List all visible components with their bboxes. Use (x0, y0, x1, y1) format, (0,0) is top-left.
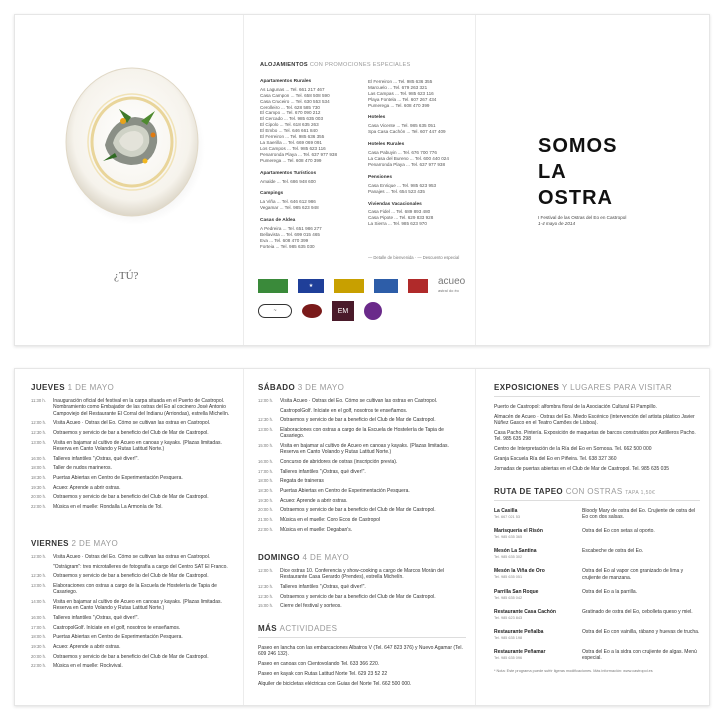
lodging-entry: Cerolleiro ... Tel. 628 585 730 (260, 104, 320, 110)
friday-section (31, 539, 237, 673)
event-text: Puertas Abiertas en Centro de Experimentación Pesquera. (280, 488, 410, 495)
festival-subtitle (538, 215, 626, 227)
tapas-divider (494, 500, 700, 501)
tapa-venue-phone: Tel. 985 635 365 (494, 535, 523, 540)
event-row (258, 427, 466, 440)
tapa-venue-name: Restaurante Peñamar (494, 648, 546, 655)
lodging-category: Apartamentos Rurales (260, 78, 312, 84)
lodging-entry: La Viña ... Tel. 646 612 986 (260, 199, 316, 205)
event-row (258, 478, 466, 484)
event-row (31, 475, 237, 481)
lodging-entry: Casa Cruceiro ... Tel. 630 553 534 (260, 98, 330, 104)
lodging-entry: Casa Enrique ... Tel. 985 623 953 (368, 182, 437, 188)
thursday-section (31, 383, 237, 514)
event-row (258, 459, 466, 465)
event-time: 22:00 h. (31, 663, 47, 669)
event-time: 14:00 h. (31, 599, 47, 605)
event-text: Ostraemos y servicio de bar a beneficio del Club de Mar de Castropol. (53, 573, 209, 580)
sponsor-logos (258, 277, 466, 321)
event-time: 18:30 h. (258, 488, 274, 494)
event-text: "Ostrágram": tres microtalleres de fotografía a cargo del Centro SAT El Franco. (53, 563, 228, 570)
event-row (31, 615, 237, 621)
event-text: Concurso de abridores de ostras (inscripción previa). (280, 459, 398, 466)
activity-item: Paseo en kayak con Rutas Latitud Norte Tel. 629 23 52 22 (258, 671, 388, 678)
lodging-category: Viviendas Vacacionales (368, 201, 422, 207)
tapa-venue-name: La Casilla (494, 508, 518, 514)
event-text: Dice ostras 10. Conferencia y show-cooking a cargo de Marcos Morán del Restaurante Casa Gerardo (Prendes), estrella Michelín. (280, 568, 444, 581)
event-text: Acueo: Aprende a abrir ostras. (53, 484, 121, 491)
tapa-venue-phone: Tel. 985 635 198 (494, 635, 523, 640)
tapa-description: Escabeche de ostra del Eo. (582, 548, 644, 555)
seal-logo (302, 304, 322, 318)
lodging-entry: Forteia ... Tel. 985 635 030 (260, 243, 315, 249)
tapas-footnote: * Nota: Este programa puede sufrir ligeras modificaciones. Más información: www.castropol.es (494, 669, 653, 674)
tapa-row (494, 629, 700, 641)
exhibition-item: Centro de Interpretación de la Ría del Eo en Sornosa. Tel. 662 500 000 (494, 446, 652, 453)
lodging-entry: Penarronda Playa ... Tel. 637 977 938 (368, 161, 446, 167)
lodging-entry: Panajes ... Tel. 654 523 435 (368, 188, 425, 194)
event-row (31, 663, 237, 669)
tapa-venue-name: Parrilla San Roque (494, 588, 539, 595)
tapa-venue (494, 609, 574, 621)
event-row (258, 584, 466, 590)
cover-panel (15, 15, 243, 345)
exhibition-item: Jornadas de puertas abiertas en el Club de Mar de Castropol. Tel. 985 635 035 (494, 466, 670, 473)
acueo-logo-sub: astral do éo (438, 288, 459, 293)
exhibition-item: Casa Pacho. Pintería. Exposición de maquetas de barcos construidos por Astilleros Pacho. Tel. 985 635 298 (494, 430, 696, 443)
visits-panel (475, 369, 710, 705)
friday-day: VIERNES (31, 539, 69, 548)
tapas-title-accent: CON OSTRAS (565, 487, 623, 496)
brochure-inside (14, 368, 710, 706)
tapas-price: TAPA 1,50€ (625, 490, 656, 496)
sunday-date: 4 DE MAYO (302, 553, 350, 562)
lodging-entry: El Cercado ... Tel. 985 635 003 (260, 116, 323, 122)
event-row (31, 398, 237, 417)
tapas-section (494, 487, 700, 673)
activity-item: Paseo en lancha con las embarcaciones Albatros V (Tel. 647 823 376) y Nuevo Agamar (Tel. 609 246 132). (258, 645, 463, 658)
program-panel-2 (243, 369, 475, 705)
tapas-title: RUTA DE TAPEO (494, 487, 564, 496)
event-row (258, 498, 466, 504)
exhibitions-list (494, 404, 700, 472)
event-time: 17:00 h. (31, 624, 47, 630)
tapa-row (494, 548, 700, 560)
lodging-entry: Vegamar ... Tel. 985 623 948 (260, 205, 319, 211)
event-row (31, 625, 237, 631)
event-time: 22:00 h. (258, 526, 274, 532)
event-row (31, 430, 237, 436)
event-time: 20:00 h. (258, 507, 274, 513)
tapa-venue-phone: Tel. 985 635 051 (494, 575, 523, 580)
tapa-row (494, 589, 700, 601)
exhibition-item: Almacén de Acueo · Ostras del Eo. Miedo Escénico (intervención del artista plástico Javier Núñez Gasco en el Teatro Camões de Lisboa). (494, 413, 695, 427)
lodging-entry: La Saerilla ... Tel. 669 069 091 (260, 139, 322, 145)
event-text: Puertas Abiertas en Centro de Experimentación Pesquera. (53, 634, 183, 641)
event-time: 12:30 h. (31, 573, 47, 579)
event-row (258, 488, 466, 494)
coat-of-arms-logo (408, 279, 428, 293)
event-time: 16:00 h. (31, 615, 47, 621)
em-logo: EM (332, 301, 354, 321)
acueo-logo (438, 277, 465, 295)
event-time: 12:30 h. (258, 583, 274, 589)
tapa-description: Gratinado de ostra del Eo, cebolleta queso y miel. (582, 608, 693, 615)
brochure-outside (14, 14, 710, 346)
event-text: Talleres infantiles "¡Ostras, qué diver!". (53, 455, 139, 462)
lodging-entry: El Campo ... Tel. 670 090 212 (260, 110, 321, 116)
saturday-heading (258, 383, 466, 392)
event-row (31, 583, 237, 596)
event-text: Puertas Abiertas en Centro de Experimentación Pesquera. (53, 475, 183, 482)
tapa-row (494, 528, 700, 540)
sponsor-logo-green (258, 279, 288, 293)
event-text: Visita en bajamar al cultivo de Acueo en canoas y kayaks. (Plazas limitadas. Reserva en Canto Volando y Rutas Latitud Norte.) (53, 439, 222, 452)
event-time: 17:00 h. (258, 468, 274, 474)
tapa-venue-phone: Tel. 985 635 096 (494, 655, 523, 660)
event-time: 19:30 h. (31, 484, 47, 490)
event-text: Inauguración oficial del festival en la carpa situada en el Puerto de Castropol. Nombramiento como Embajador de las ostras del Eo al cocinero José Antonio Campoviejo del Restaurante El Corral del Indianu (Arriondas), estrella Michelín. (53, 398, 230, 417)
tapa-row (494, 508, 700, 520)
title-panel (475, 15, 710, 345)
event-time: 18:00 h. (258, 478, 274, 484)
sunday-day: DOMINGO (258, 553, 300, 562)
lodging-entry: El Ferreiron ... Tel. 985 636 355 (260, 134, 325, 140)
tapa-venue-phone: Tel. 667 021 53 (494, 515, 520, 519)
program-panel-1 (15, 369, 243, 705)
event-time: 18:30 h. (31, 475, 47, 481)
friday-heading (31, 539, 237, 548)
event-time: 20:00 h. (31, 494, 47, 500)
tapa-description: Ostra del Eo al vapor con granizado de lima y crujiente de manzana. (582, 568, 684, 581)
lodging-entry: Los Campos ... Tel. 985 623 116 (260, 145, 326, 151)
lodging-list (260, 63, 466, 250)
event-time: 15:00 h. (258, 603, 274, 609)
event-time: 12:00 h. (258, 568, 274, 573)
festival-title (538, 133, 617, 211)
signature-logo: ~ (258, 304, 292, 318)
event-row (31, 485, 237, 491)
tapa-description: Ostra del Eo a la parrilla. (582, 588, 638, 595)
saturday-events (258, 398, 466, 533)
exhibition-item: Granja Escuela Ría del Eo en Piñeira. Tel. 638 327 360 (494, 456, 617, 463)
activities-title-accent: ACTIVIDADES (279, 624, 338, 633)
activity-item: Alquiler de bicicletas eléctricas con Guias del Norte Tel. 662 500 000. (258, 680, 412, 687)
event-text: Visita en bajamar al cultivo de Acueo en canoas y kayaks. (Plazas limitadas. Reserva en Canto Volando y Rutas Latitud Norte.) (280, 443, 449, 456)
event-row (31, 634, 237, 640)
lodging-title-accent: CON PROMOCIONES ESPECIALES (309, 62, 411, 68)
thursday-heading (31, 383, 237, 392)
event-text: Talleres infantiles "¡Ostras, qué diver!". (53, 615, 139, 622)
activities-heading (258, 624, 466, 633)
tapa-venue (494, 508, 574, 520)
event-row (258, 527, 466, 533)
lodging-category: Hoteles (368, 115, 386, 121)
event-row (258, 594, 466, 600)
tapa-venue (494, 629, 574, 641)
event-row (31, 599, 237, 612)
saturday-date: 3 DE MAYO (297, 383, 345, 392)
event-text: Visita Acueo · Ostras del Eo. Cómo se cultivan las ostras en Castropol. (53, 420, 211, 427)
event-time: 16:00 h. (31, 455, 47, 461)
thursday-date: 1 DE MAYO (67, 383, 115, 392)
lodging-entry: El Embo ... Tel. 646 661 840 (260, 128, 318, 134)
festival-title-line-3: OSTRA (538, 187, 613, 209)
event-row (258, 469, 466, 475)
event-row (31, 465, 237, 471)
event-time: 12:30 h. (31, 429, 47, 435)
oyster-plate-photo (57, 57, 207, 227)
activities-list (258, 645, 466, 687)
festival-dates: 1-4 mayo de 2014 (538, 221, 576, 226)
tapa-venue-phone: Tel. 985 623 843 (494, 615, 523, 620)
lodging-entry: Bellavista ... Tel. 699 015 465 (260, 231, 320, 237)
lodging-entry: Eva ... Tel. 608 470 399 (260, 237, 309, 243)
lodging-entry: Pumerega ... Tel. 608 470 399 (260, 157, 322, 163)
festival-title-line-1: SOMOS (538, 135, 618, 157)
event-text: Música en el muelle: Coro Ecos de Castropol (280, 517, 381, 524)
event-row (31, 440, 237, 453)
event-time: 19:30 h. (31, 644, 47, 650)
event-text: Ostraemos y servicio de bar a beneficio del Club de Mar de Castropol. (53, 429, 209, 436)
activities-title: MÁS (258, 624, 277, 633)
event-time: 18:00 h. (31, 634, 47, 640)
event-time (31, 564, 53, 570)
tapa-venue-phone: Tel. 985 635 042 (494, 595, 523, 600)
tapa-venue (494, 589, 574, 601)
lodging-entry: Las Campas ... Tel. 985 623 116 (368, 90, 434, 96)
lodging-entry: La Sierra ... Tel. 985 623 970 (368, 221, 427, 227)
tapa-description: Ostra del Eo con setas al oporto. (582, 528, 655, 535)
tapa-venue-name: Restaurante Peñalba (494, 628, 544, 635)
event-text: Música en el muelle: Rondalla La Armonía de Tol. (53, 504, 163, 511)
event-time: 12:00 h. (31, 554, 47, 559)
event-row (258, 398, 466, 404)
lodging-category: Casas de Aldea (260, 218, 296, 224)
thursday-day: JUEVES (31, 383, 65, 392)
event-time: 12:30 h. (258, 417, 274, 423)
event-time (258, 408, 280, 414)
tapa-venue-name: Mesón La Santina (494, 548, 537, 555)
event-text: Visita Acueo · Ostras del Eo. Cómo se cultivan las ostras en Castropol. (53, 554, 211, 560)
event-time: 21:00 h. (258, 517, 274, 523)
event-text: Ostraemos y servicio de bar a beneficio del Club de Mar de Castropol. (53, 494, 209, 501)
lodging-category: Apartamentos Turísticos (260, 170, 317, 176)
event-time: 13:00 h. (31, 583, 47, 589)
event-text: Visita Acueo · Ostras del Eo. Cómo se cultivan las ostras en Castropol. (280, 398, 438, 404)
event-row (31, 456, 237, 462)
event-text: Acueo: Aprende a abrir ostras. (280, 497, 348, 504)
event-text: Ostraemos y servicio de bar a beneficio del Club de Mar de Castropol. (280, 417, 436, 424)
event-row (31, 504, 237, 510)
tapa-venue (494, 568, 574, 580)
event-time: 18:00 h. (31, 465, 47, 471)
lodging-entry: Marcuelo ... Tel. 679 263 321 (368, 84, 428, 90)
thursday-events (31, 398, 237, 510)
eu-flag-logo: ★ (298, 279, 324, 293)
event-text: Ostraemos y servicio de bar a beneficio del Club de Mar de Castropol. (53, 653, 209, 660)
lodging-entry: Penarronda Playa ... Tel. 637 977 938 (260, 151, 338, 157)
event-row (31, 554, 237, 560)
lodging-column-right (368, 79, 466, 250)
event-time: 20:00 h. (31, 653, 47, 659)
lodging-entry: A Pedreira ... Tel. 651 986 277 (260, 226, 322, 232)
event-time: 13:00 h. (258, 427, 274, 433)
sponsor-logo-blue (374, 279, 398, 293)
event-text: Ostraemos y servicio de bar a beneficio del Club de Mar de Castropol. (280, 507, 436, 514)
saturday-day: SÁBADO (258, 383, 296, 392)
event-time: 12:30 h. (258, 593, 274, 599)
tapa-description: Bloody Mary de ostra del Eo. Crujiente de ostra del Eo con dos salsas. (582, 508, 696, 521)
tapa-row (494, 649, 700, 661)
event-text: Música en el muelle: Degaban's. (280, 526, 353, 533)
event-time: 15:00 h. (258, 443, 274, 449)
event-text: Taller de nudos marineros. (53, 465, 112, 472)
event-row (31, 573, 237, 579)
event-row (258, 417, 466, 423)
lodging-title (260, 63, 466, 69)
event-row (31, 420, 237, 426)
exhibitions-title-accent: Y LUGARES PARA VISITAR (561, 383, 673, 392)
tapa-row (494, 609, 700, 621)
lodging-entry: Playa Fontela ... Tel. 607 267 434 (368, 96, 437, 102)
exhibition-item: Puerto de Castropol: alfombra floral de la Asociación Cultural El Pampillo. (494, 404, 657, 410)
lodging-entry: Casa Pipote ... Tel. 629 833 928 (368, 215, 434, 221)
event-time: 13:00 h. (31, 439, 47, 445)
event-time: 12:00 h. (31, 420, 47, 426)
event-text: CastropolGolf. Iníciate en el golf, nosotros te enseñamos. (53, 624, 181, 631)
sunday-section (258, 553, 466, 613)
tapa-venue-phone: Tel. 985 635 302 (494, 555, 523, 560)
event-time: 11:30 h. (31, 398, 46, 403)
lodging-note: — Detalle de bienvenida · — Descuento especial (368, 255, 460, 260)
tapa-venue-name: Restaurante Casa Cachón (494, 608, 556, 615)
friday-date: 2 DE MAYO (71, 539, 119, 548)
lodging-entry: El Cipolo ... Tel. 618 635 263 (260, 122, 319, 128)
event-time: 22:00 h. (31, 504, 47, 510)
event-row (31, 494, 237, 500)
friday-events (31, 554, 237, 670)
exhibitions-divider (494, 396, 700, 397)
lodging-title-main: ALOJAMIENTOS (260, 62, 308, 68)
sunday-events (258, 568, 466, 610)
tapas-list (494, 508, 700, 661)
event-row (31, 644, 237, 650)
sponsor-logo-gold (334, 279, 364, 293)
event-row (258, 507, 466, 513)
tapa-venue-name: Marisquería el Risón (494, 528, 543, 535)
festival-title-line-2: LA (538, 161, 567, 183)
lodging-column-left (260, 79, 358, 250)
tapa-venue (494, 548, 574, 560)
saturday-section (258, 383, 466, 537)
event-row (31, 564, 237, 570)
event-row (258, 603, 466, 609)
tapa-venue (494, 528, 574, 540)
event-time: 19:30 h. (258, 497, 274, 503)
lodging-entry: As Lagunas ... Tel. 661 217 467 (260, 86, 325, 92)
tapa-venue-name: Mesón la Viña de Oro (494, 568, 545, 575)
tapas-heading (494, 487, 700, 496)
event-text: Elaboraciones con ostras a cargo de la Escuela de Hostelería de Tapia de Casariego. (280, 427, 444, 440)
tapa-description: Ostra del Eo a la sidra con crujiente de algas. Menú especial. (582, 648, 697, 662)
lodging-entry: Pumerega ... Tel. 608 470 399 (368, 102, 430, 108)
event-text: CastropolGolf. Iníciate en el golf, nosotros te enseñamos. (280, 407, 408, 414)
activities-divider (258, 637, 466, 638)
event-text: Elaboraciones con ostras a cargo de la Escuela de Hostelería de Tapia de Casariego. (53, 583, 217, 596)
exhibitions-title: EXPOSICIONES (494, 383, 560, 392)
lodging-entry: La Casa del Bureno ... Tel. 600 440 024 (368, 155, 449, 161)
lodging-entry: Spa Casa Cachón ... Tel. 607 447 409 (368, 129, 446, 135)
lodging-category: Hoteles Rurales (368, 142, 405, 148)
cover-question: ¿TÚ? (114, 270, 139, 282)
event-text: Acueo: Aprende a abrir ostras. (53, 644, 121, 651)
event-row (258, 568, 466, 581)
lodging-entry: Casa Pabuyin ... Tel. 676 700 776 (368, 150, 437, 156)
lodging-panel (243, 15, 475, 345)
activity-item: Paseo en canoas con Cientovolando Tel. 633 366 220. (258, 661, 380, 668)
lodging-entry: Casa Vicente ... Tel. 985 635 051 (368, 123, 436, 129)
lodging-entry: Amalde ... Tel. 686 948 600 (260, 178, 316, 184)
event-time: 16:00 h. (258, 459, 274, 465)
lodging-entry: Casa Fidel ... Tel. 689 893 480 (368, 209, 431, 215)
event-text: Visita en bajamar al cultivo de Acueo en canoas y kayaks. (Plazas limitadas. Reserva en Canto Volando y Rutas Latitud Norte.) (53, 599, 222, 612)
activities-section (258, 624, 466, 691)
exhibitions-heading (494, 383, 700, 392)
acueo-logo-text: acueo (438, 276, 466, 287)
lodging-entry: El Ferreiron ... Tel. 985 636 355 (368, 78, 433, 84)
event-text: Música en el muelle: Rockvival. (53, 663, 123, 670)
event-row (258, 408, 466, 414)
event-row (258, 517, 466, 523)
event-time: 12:00 h. (258, 398, 274, 403)
event-text: Ostraemos y servicio de bar a beneficio del Club de Mar de Castropol. (280, 593, 436, 600)
lodging-category: Campings (260, 191, 284, 197)
lodging-entry: Casa Campon ... Tel. 658 508 590 (260, 92, 330, 98)
event-text: Regata de traineras (280, 478, 324, 485)
exhibitions-section (494, 383, 700, 476)
event-text: Talleres infantiles "¡Ostras, qué diver!". (280, 583, 366, 590)
sunday-heading (258, 553, 466, 562)
event-row (31, 654, 237, 660)
event-row (258, 443, 466, 456)
tapa-venue (494, 649, 574, 661)
lodging-category: Pensiones (368, 174, 392, 180)
event-text: Talleres infantiles "¡Ostras, qué diver!". (280, 468, 366, 475)
circle-logo (364, 302, 382, 320)
tapa-description: Ostra del Eo con vainilla, rábano y huevas de trucha. (582, 628, 700, 635)
tapa-row (494, 568, 700, 580)
festival-subtitle-name: I Festival de las Ostras del Eo en Castropol (538, 215, 627, 220)
event-text: Cierre del festival y sorteos. (280, 603, 342, 610)
